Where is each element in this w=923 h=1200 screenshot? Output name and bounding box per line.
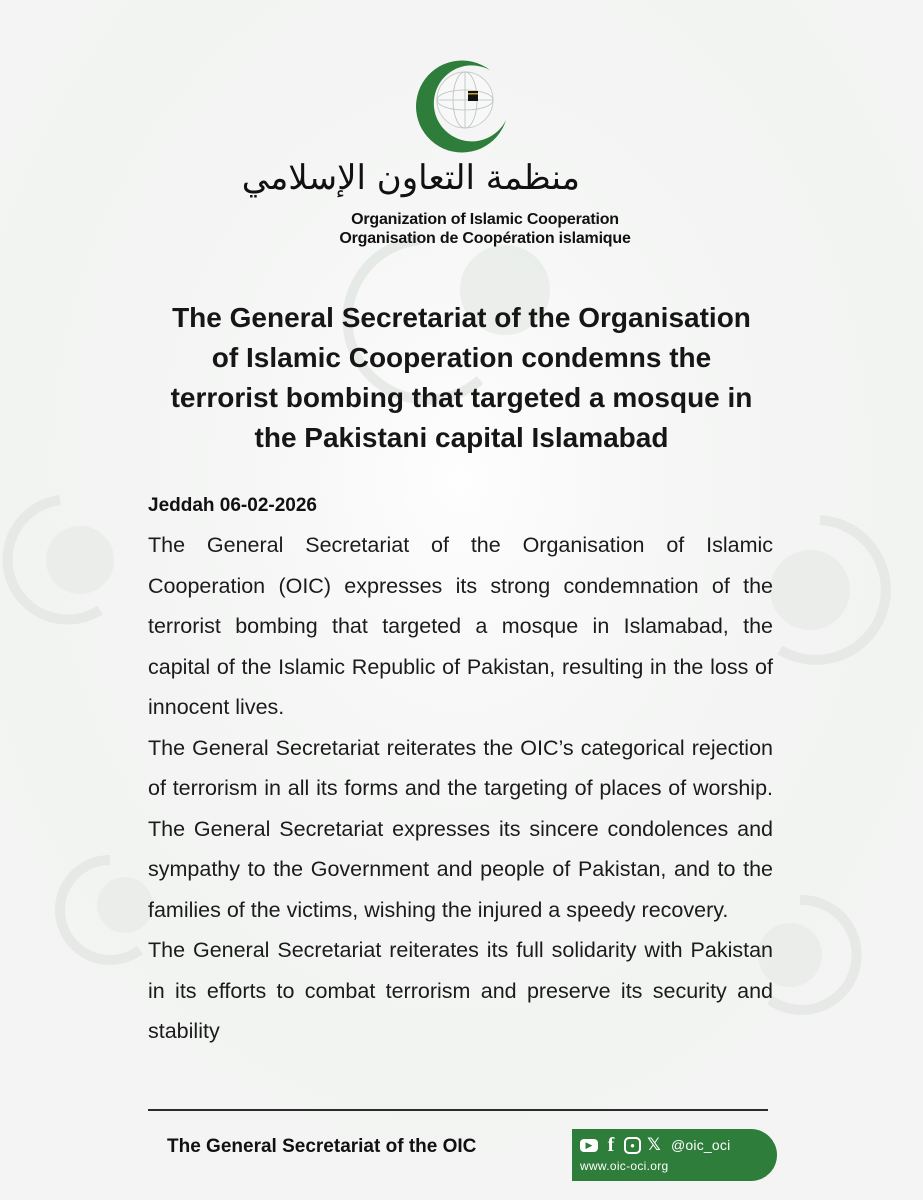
youtube-icon[interactable]: ▶ [580,1139,598,1152]
headline-line: the Pakistani capital Islamabad [254,422,669,453]
paragraph: The General Secretariat of the Organisation of Islamic Cooperation (OIC) expresses its strong condemnation of the terrorist bombing that targeted a mosque in Islamabad, the capital of the Islamic Republic of Pakistan, resulting in the loss of innocent lives. [148,533,773,719]
facebook-icon[interactable]: f [607,1134,615,1156]
headline-line: of Islamic Cooperation condemns the [211,342,712,373]
headline [120,298,803,458]
dateline: Jeddah 06-02-2026 [148,495,317,516]
social-media-badge [572,1129,777,1181]
oic-logo [410,58,510,158]
arabic-org-name: منظمة التعاون الإسلامي [241,158,580,198]
org-name-french: Organisation de Coopération islamique [339,230,631,247]
paragraph: The General Secretariat reiterates its full solidarity with Pakistan in its efforts to combat terrorism and preserve its security and stability [148,938,773,1043]
footer-divider [148,1109,768,1111]
instagram-icon[interactable]: ● [624,1137,641,1154]
headline-line: The General Secretariat of the Organisation [172,302,751,333]
headline-line: terrorist bombing that targeted a mosque in [170,382,753,413]
social-handle[interactable]: @oic_oci [671,1137,731,1153]
paragraph: The General Secretariat reiterates the OIC’s categorical rejection of terrorism in all its forms and the targeting of places of worship. The General Secretariat expresses its sincere condolences and sympathy to the Government and people of Pakistan, and to the families of the victims, wishing the injured a speedy recovery. [148,735,773,922]
kaaba-icon [468,91,478,101]
org-name-english: Organization of Islamic Cooperation [351,211,619,228]
social-icons-row [580,1134,730,1156]
website-link[interactable]: www.oic-oci.org [580,1159,669,1173]
signature: The General Secretariat of the OIC [167,1136,477,1157]
statement-body [148,493,773,1052]
x-icon[interactable]: 𝕏 [647,1135,661,1154]
